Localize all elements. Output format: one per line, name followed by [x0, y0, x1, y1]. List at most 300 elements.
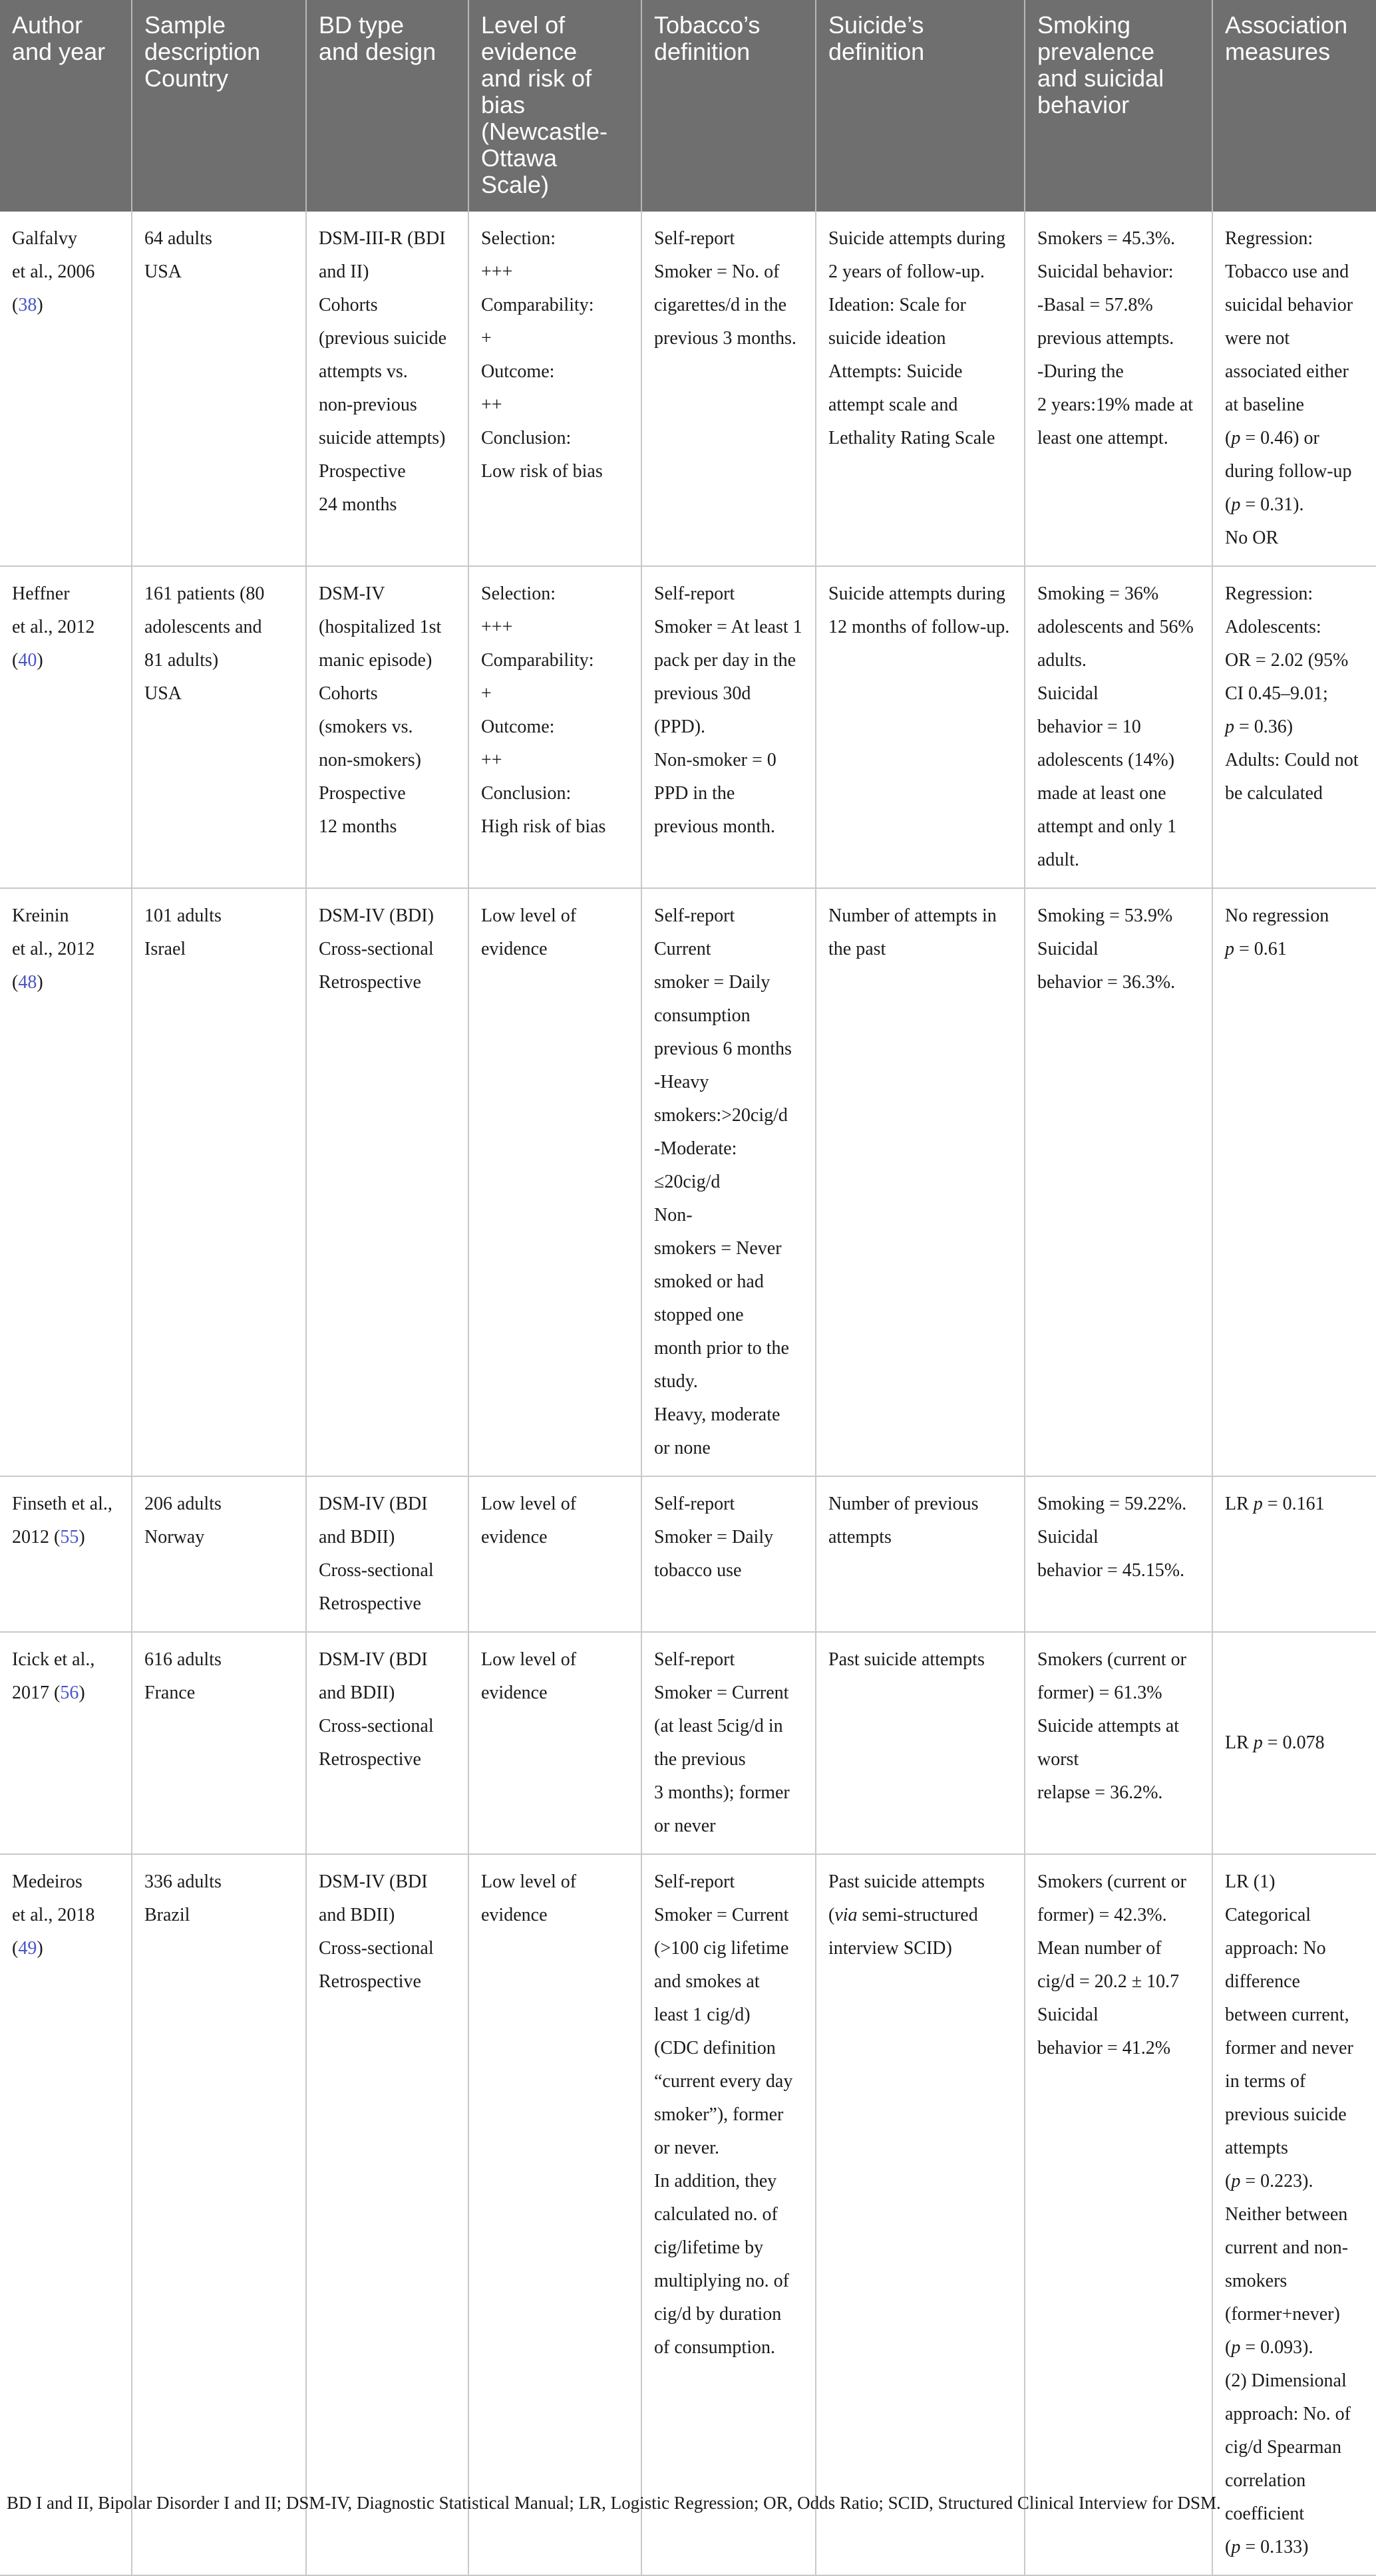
cell-line: suicidal behavior [1225, 295, 1353, 315]
cell-line: Lethality Rating Scale [828, 428, 995, 448]
reference-line [12, 289, 119, 322]
table-header [0, 0, 1376, 212]
header-line: Tobacco’s [654, 11, 761, 39]
cell-line: DSM-IV (BDI [319, 1494, 428, 1514]
author-cell [0, 212, 132, 566]
cell-line: (CDC definition [654, 2038, 776, 2058]
cell-line: OR = 2.02 (95% [1225, 650, 1349, 671]
cell-line: Retrospective [319, 972, 421, 993]
cell-line: CI 0.45–9.01; [1225, 683, 1328, 704]
cell-line: cig/d Spearman [1225, 2437, 1341, 2458]
cell-line: Conclusion: [481, 428, 572, 448]
cell-line: be calculated [1225, 783, 1323, 804]
cell-line: behavior = 36.3%. [1037, 972, 1176, 993]
cell-line: (>100 cig lifetime [654, 1938, 789, 1959]
cell-line: in terms of [1225, 2071, 1306, 2092]
cell-line: (previous suicide [319, 328, 447, 349]
cell-line: 81 adults) [144, 650, 219, 671]
cell-line: 616 adults [144, 1649, 222, 1670]
author-cell [0, 1632, 132, 1854]
cell-line: ≤20cig/d [654, 1172, 721, 1192]
cell-line: Kreinin [12, 905, 69, 926]
cell-line: 12 months [319, 816, 397, 837]
cell-line: former) = 42.3%. [1037, 1905, 1167, 1925]
cell-line: approach: No [1225, 1938, 1326, 1959]
cell-line: DSM-IV (BDI) [319, 905, 434, 926]
cell-line: behavior = 10 [1037, 717, 1141, 737]
suicide-cell [816, 888, 1025, 1476]
cell-line: Low level of [481, 905, 577, 926]
cell-line: “current every day [654, 2071, 793, 2092]
cell-line: Suicide attempts at [1037, 1716, 1180, 1736]
table-row [0, 1632, 1376, 1854]
tobacco-cell [641, 1632, 816, 1854]
cell-line: Retrospective [319, 1749, 421, 1770]
header-suicide [816, 0, 1025, 212]
cell-line: DSM-IV (BDI [319, 1649, 428, 1670]
bd-type-cell [306, 212, 468, 566]
cell-line: France [144, 1683, 196, 1703]
reference-line [12, 1932, 119, 1965]
cell-line: (via semi-structured [828, 1905, 978, 1925]
sample-cell [132, 212, 306, 566]
tobacco-cell [641, 1854, 816, 2575]
tobacco-cell [641, 1476, 816, 1632]
cell-line: (PPD). [654, 717, 706, 737]
header-author [0, 0, 132, 212]
cell-line: attempts [1225, 2138, 1288, 2158]
header-line: evidence [481, 38, 578, 65]
cell-line: +++ [481, 261, 513, 282]
cell-line: 3 months); former [654, 1782, 790, 1803]
association-cell [1212, 888, 1376, 1476]
cell-line: Brazil [144, 1905, 190, 1925]
cell-line: Israel [144, 939, 186, 959]
table-row [0, 212, 1376, 566]
association-cell [1212, 1476, 1376, 1632]
reference-link[interactable]: 56 [60, 1683, 79, 1703]
cell-line: et al., 2006 [12, 261, 95, 282]
table-body [0, 212, 1376, 2575]
cell-line: Smoker = Current [654, 1683, 789, 1703]
cell-line: Heffner [12, 583, 70, 604]
sample-cell [132, 1632, 306, 1854]
cell-line: at baseline [1225, 395, 1304, 415]
cell-line: multiplying no. of [654, 2271, 789, 2291]
evidence-cell [468, 212, 641, 566]
ref-open: ( [12, 972, 19, 993]
header-line: definition [828, 38, 925, 65]
sample-cell [132, 888, 306, 1476]
cell-line: Comparability: [481, 295, 594, 315]
cell-line: smokers [1225, 2271, 1288, 2291]
cell-line: during follow-up [1225, 461, 1352, 482]
header-line: and risk of [481, 65, 592, 92]
cell-line: suicide attempts) [319, 428, 446, 448]
cell-line: Regression: [1225, 583, 1313, 604]
cell-line: smokers:>20cig/d [654, 1105, 788, 1126]
prevalence-cell [1025, 1476, 1212, 1632]
reference-line [12, 1677, 119, 1710]
cell-line: behavior = 41.2% [1037, 2038, 1171, 2058]
cell-line: 12 months of follow-up. [828, 617, 1010, 637]
cell-line: Cohorts [319, 295, 378, 315]
cell-line: ++ [481, 395, 502, 415]
header-line: and design [319, 38, 436, 65]
header-line: Sample [144, 11, 226, 39]
reference-link[interactable]: 48 [18, 972, 37, 993]
cell-line: Prospective [319, 783, 406, 804]
cell-line: DSM-IV (BDI [319, 1871, 428, 1892]
cell-line: DSM-IV [319, 583, 385, 604]
cell-line: Smoking = 36% [1037, 583, 1159, 604]
cell-line: (2) Dimensional [1225, 2370, 1347, 2391]
prevalence-cell [1025, 1632, 1212, 1854]
table-footnote: BD I and II, Bipolar Disorder I and II; DSM-IV, Diagnostic Statistical Manual; LR, Logistic Regression; OR, Odds Ratio; SCID, Structured Clinical Interview for DSM. [7, 2493, 1221, 2513]
cell-line: et al., 2012 [12, 617, 95, 637]
cell-line: evidence [481, 1683, 548, 1703]
reference-link[interactable]: 40 [18, 650, 37, 671]
header-prevalence [1025, 0, 1212, 212]
cell-line: Non-smoker = 0 [654, 750, 776, 770]
cell-line: (hospitalized 1st [319, 617, 442, 637]
cell-line: difference [1225, 1971, 1300, 1992]
cell-line: Suicidal [1037, 2005, 1099, 2025]
suicide-cell [816, 1854, 1025, 2575]
cell-line: Suicide attempts during [828, 583, 1005, 604]
cell-line: Suicidal [1037, 1527, 1099, 1547]
sample-cell [132, 566, 306, 888]
ref-open: 2012 ( [12, 1527, 61, 1547]
evidence-cell [468, 888, 641, 1476]
cell-line: PPD in the [654, 783, 735, 804]
ref-open: 2017 ( [12, 1683, 61, 1703]
cell-line: adults. [1037, 650, 1087, 671]
cell-line: previous month. [654, 816, 775, 837]
cell-line: Outcome: [481, 361, 555, 382]
cell-line: month prior to the [654, 1338, 789, 1359]
cell-line: Smoking = 53.9% [1037, 905, 1173, 926]
bd-type-cell [306, 566, 468, 888]
prevalence-cell [1025, 566, 1212, 888]
header-line: Country [144, 65, 229, 92]
cell-line: previous 3 months. [654, 328, 796, 349]
cell-line: study. [654, 1371, 698, 1392]
cell-line: 336 adults [144, 1871, 222, 1892]
cell-line: Selection: [481, 583, 556, 604]
cell-line: Number of attempts in [828, 905, 997, 926]
bd-type-cell [306, 1632, 468, 1854]
cell-line: Cross-sectional [319, 1938, 434, 1959]
prevalence-cell [1025, 1854, 1212, 2575]
cell-line: Finseth et al., [12, 1494, 112, 1514]
tobacco-cell [641, 888, 816, 1476]
header-line: Author [12, 11, 83, 39]
prevalence-cell [1025, 212, 1212, 566]
cell-line: non-smokers) [319, 750, 421, 770]
cell-line: 206 adults [144, 1494, 222, 1514]
header-line: Scale) [481, 171, 550, 198]
header-tobacco [641, 0, 816, 212]
table-row [0, 1476, 1376, 1632]
ref-close: ) [37, 972, 43, 993]
cell-line: adolescents (14%) [1037, 750, 1175, 770]
cell-line: ++ [481, 750, 502, 770]
tobacco-cell [641, 566, 816, 888]
cell-line: Icick et al., [12, 1649, 95, 1670]
cell-line: Non- [654, 1205, 693, 1225]
cell-line: Conclusion: [481, 783, 572, 804]
cell-line: cig/lifetime by [654, 2237, 764, 2258]
cell-line: 2 years of follow-up. [828, 261, 985, 282]
evidence-cell [468, 566, 641, 888]
cell-line: (p = 0.223). [1225, 2171, 1313, 2191]
header-line: description [144, 38, 261, 65]
cell-line: Low level of [481, 1871, 577, 1892]
cell-line: correlation [1225, 2470, 1306, 2491]
cell-line: No regression [1225, 905, 1329, 926]
sample-cell [132, 1476, 306, 1632]
cell-line: Neither between [1225, 2204, 1348, 2225]
evidence-cell [468, 1476, 641, 1632]
table-row [0, 888, 1376, 1476]
bd-type-cell [306, 888, 468, 1476]
cell-line: associated either [1225, 361, 1349, 382]
header-line: BD type [319, 11, 405, 39]
cell-line: Self-report [654, 905, 735, 926]
cell-line: the past [828, 939, 886, 959]
cell-line: were not [1225, 328, 1290, 349]
association-cell [1212, 1854, 1376, 2575]
cell-line: Smokers (current or [1037, 1649, 1186, 1670]
tobacco-cell [641, 212, 816, 566]
cell-line: Adults: Could not [1225, 750, 1359, 770]
reference-line [12, 644, 119, 677]
cell-line: evidence [481, 939, 548, 959]
cell-line: Tobacco use and [1225, 261, 1349, 282]
cell-line: Medeiros [12, 1871, 83, 1892]
cell-line: attempt scale and [828, 395, 958, 415]
cell-line: (former+never) [1225, 2304, 1340, 2325]
ref-open: ( [12, 1938, 19, 1959]
cell-line: p = 0.61 [1225, 939, 1287, 959]
header-row [0, 0, 1376, 212]
cell-line: Cohorts [319, 683, 378, 704]
cell-line: of consumption. [654, 2337, 775, 2358]
cell-line: 2 years:19% made at [1037, 395, 1194, 415]
cell-line: Mean number of [1037, 1938, 1162, 1959]
cell-line: Self-report [654, 228, 735, 249]
cell-line: LR p = 0.078 [1225, 1732, 1325, 1753]
header-line: Ottawa [481, 144, 558, 172]
cell-line: Smoker = No. of [654, 261, 780, 282]
cell-line: USA [144, 683, 182, 704]
cell-line: current and non- [1225, 2237, 1349, 2258]
cell-line: (smokers vs. [319, 717, 413, 737]
cell-line: Categorical [1225, 1905, 1311, 1925]
cell-line: Current [654, 939, 711, 959]
reference-link[interactable]: 55 [60, 1527, 79, 1547]
cell-line: Low level of [481, 1494, 577, 1514]
cell-line: adolescents and [144, 617, 262, 637]
cell-line: Ideation: Scale for [828, 295, 966, 315]
table-row [0, 566, 1376, 888]
cell-line: Suicidal [1037, 683, 1099, 704]
author-cell [0, 888, 132, 1476]
header-line: measures [1225, 38, 1331, 65]
cell-line: Smoker = At least 1 [654, 617, 802, 637]
cell-line: Number of previous [828, 1494, 979, 1514]
cell-line: Self-report [654, 1494, 735, 1514]
cell-line: and BDII) [319, 1527, 395, 1547]
cell-line: attempts vs. [319, 361, 408, 382]
cell-line: cig/d by duration [654, 2304, 782, 2325]
cell-line: Cross-sectional [319, 1716, 434, 1736]
cell-line: pack per day in the [654, 650, 796, 671]
cell-line: evidence [481, 1905, 548, 1925]
association-cell [1212, 212, 1376, 566]
cell-line: Selection: [481, 228, 556, 249]
author-cell [0, 1854, 132, 2575]
header-line: prevalence [1037, 38, 1155, 65]
cell-line: + [481, 328, 492, 349]
cell-line: Smoker = Daily [654, 1527, 774, 1547]
cell-line: cigarettes/d in the [654, 295, 787, 315]
cell-line: and BDII) [319, 1683, 395, 1703]
cell-line: tobacco use [654, 1560, 742, 1581]
cell-line: -Basal = 57.8% [1037, 295, 1153, 315]
cell-line: smoker = Daily [654, 972, 771, 993]
cell-line: attempts [828, 1527, 892, 1547]
ref-close: ) [37, 295, 43, 315]
reference-link[interactable]: 49 [18, 1938, 37, 1959]
reference-link[interactable]: 38 [18, 295, 37, 315]
cell-line: least 1 cig/d) [654, 2005, 751, 2025]
italic-via: via [834, 1905, 858, 1925]
cell-line: cig/d = 20.2 ± 10.7 [1037, 1971, 1180, 1992]
cell-line: and BDII) [319, 1905, 395, 1925]
cell-line: 101 adults [144, 905, 222, 926]
ref-close: ) [37, 650, 43, 671]
cell-line: 161 patients (80 [144, 583, 265, 604]
cell-line: Self-report [654, 1871, 735, 1892]
cell-line: non-previous [319, 395, 417, 415]
cell-line: adult. [1037, 850, 1079, 870]
ref-close: ) [37, 1938, 43, 1959]
cell-line: et al., 2012 [12, 939, 95, 959]
cell-line: + [481, 683, 492, 704]
cell-line: previous suicide [1225, 2104, 1347, 2125]
cell-line: (p = 0.31). [1225, 494, 1304, 515]
cell-line: (p = 0.133) [1225, 2537, 1309, 2557]
cell-line: p = 0.36) [1225, 717, 1293, 737]
reference-line [12, 966, 119, 999]
cell-line: Self-report [654, 1649, 735, 1670]
cell-line: smoker”), former [654, 2104, 784, 2125]
cell-line: the previous [654, 1749, 746, 1770]
bd-type-cell [306, 1854, 468, 2575]
cell-line: Prospective [319, 461, 406, 482]
cell-line: or none [654, 1438, 711, 1458]
cell-line: No OR [1225, 528, 1279, 548]
cell-line: Suicidal behavior: [1037, 261, 1174, 282]
cell-line: Smokers (current or [1037, 1871, 1186, 1892]
cell-line: stopped one [654, 1305, 744, 1325]
ref-open: ( [12, 650, 19, 671]
header-line: and year [12, 38, 106, 65]
cell-line: Cross-sectional [319, 939, 434, 959]
cell-line: suicide ideation [828, 328, 946, 349]
header-line: Level of [481, 11, 566, 39]
cell-line: -During the [1037, 361, 1124, 382]
cell-line: In addition, they [654, 2171, 777, 2191]
prevalence-cell [1025, 888, 1212, 1476]
reference-line [12, 1521, 119, 1554]
cell-line: attempt and only 1 [1037, 816, 1177, 837]
ref-close: ) [79, 1683, 85, 1703]
cell-line: approach: No. of [1225, 2404, 1351, 2424]
cell-line: or never. [654, 2138, 719, 2158]
cell-line: or never [654, 1816, 716, 1836]
header-line: Smoking [1037, 11, 1131, 39]
cell-line: Past suicide attempts [828, 1649, 985, 1670]
cell-line: least one attempt. [1037, 428, 1168, 448]
cell-line: Low risk of bias [481, 461, 603, 482]
cell-line: DSM-III-R (BDI [319, 228, 446, 249]
ref-close: ) [79, 1527, 85, 1547]
cell-line: Comparability: [481, 650, 594, 671]
cell-line: Adolescents: [1225, 617, 1321, 637]
sample-cell [132, 1854, 306, 2575]
cell-line: Past suicide attempts [828, 1871, 985, 1892]
evidence-cell [468, 1854, 641, 2575]
cell-line: adolescents and 56% [1037, 617, 1194, 637]
cell-line: previous 6 months [654, 1039, 792, 1059]
cell-line: USA [144, 261, 182, 282]
cell-line: 24 months [319, 494, 397, 515]
cell-line: and II) [319, 261, 369, 282]
cell-line: smoked or had [654, 1271, 764, 1292]
cell-line: Retrospective [319, 1971, 421, 1992]
cell-line: Regression: [1225, 228, 1313, 249]
author-cell [0, 566, 132, 888]
cell-line: et al., 2018 [12, 1905, 95, 1925]
cell-line: interview SCID) [828, 1938, 952, 1959]
header-line: and suicidal [1037, 65, 1164, 92]
cell-line: previous 30d [654, 683, 751, 704]
cell-line: previous attempts. [1037, 328, 1174, 349]
suicide-cell [816, 212, 1025, 566]
cell-line: Smoking = 59.22%. [1037, 1494, 1187, 1514]
cell-line: (p = 0.093). [1225, 2337, 1313, 2358]
cell-line: worst [1037, 1749, 1079, 1770]
header-line: (Newcastle- [481, 118, 608, 145]
header-bd-type [306, 0, 468, 212]
cell-line: 64 adults [144, 228, 212, 249]
table-row [0, 1854, 1376, 2575]
cell-line: relapse = 36.2%. [1037, 1782, 1163, 1803]
cell-line: LR p = 0.161 [1225, 1494, 1325, 1514]
suicide-cell [816, 566, 1025, 888]
header-line: behavior [1037, 91, 1130, 118]
author-cell [0, 1476, 132, 1632]
cell-line: made at least one [1037, 783, 1166, 804]
cell-line: (at least 5cig/d in [654, 1716, 783, 1736]
cell-line: -Moderate: [654, 1138, 737, 1159]
cell-line: between current, [1225, 2005, 1349, 2025]
cell-line: High risk of bias [481, 816, 606, 837]
cell-line: Retrospective [319, 1593, 421, 1614]
